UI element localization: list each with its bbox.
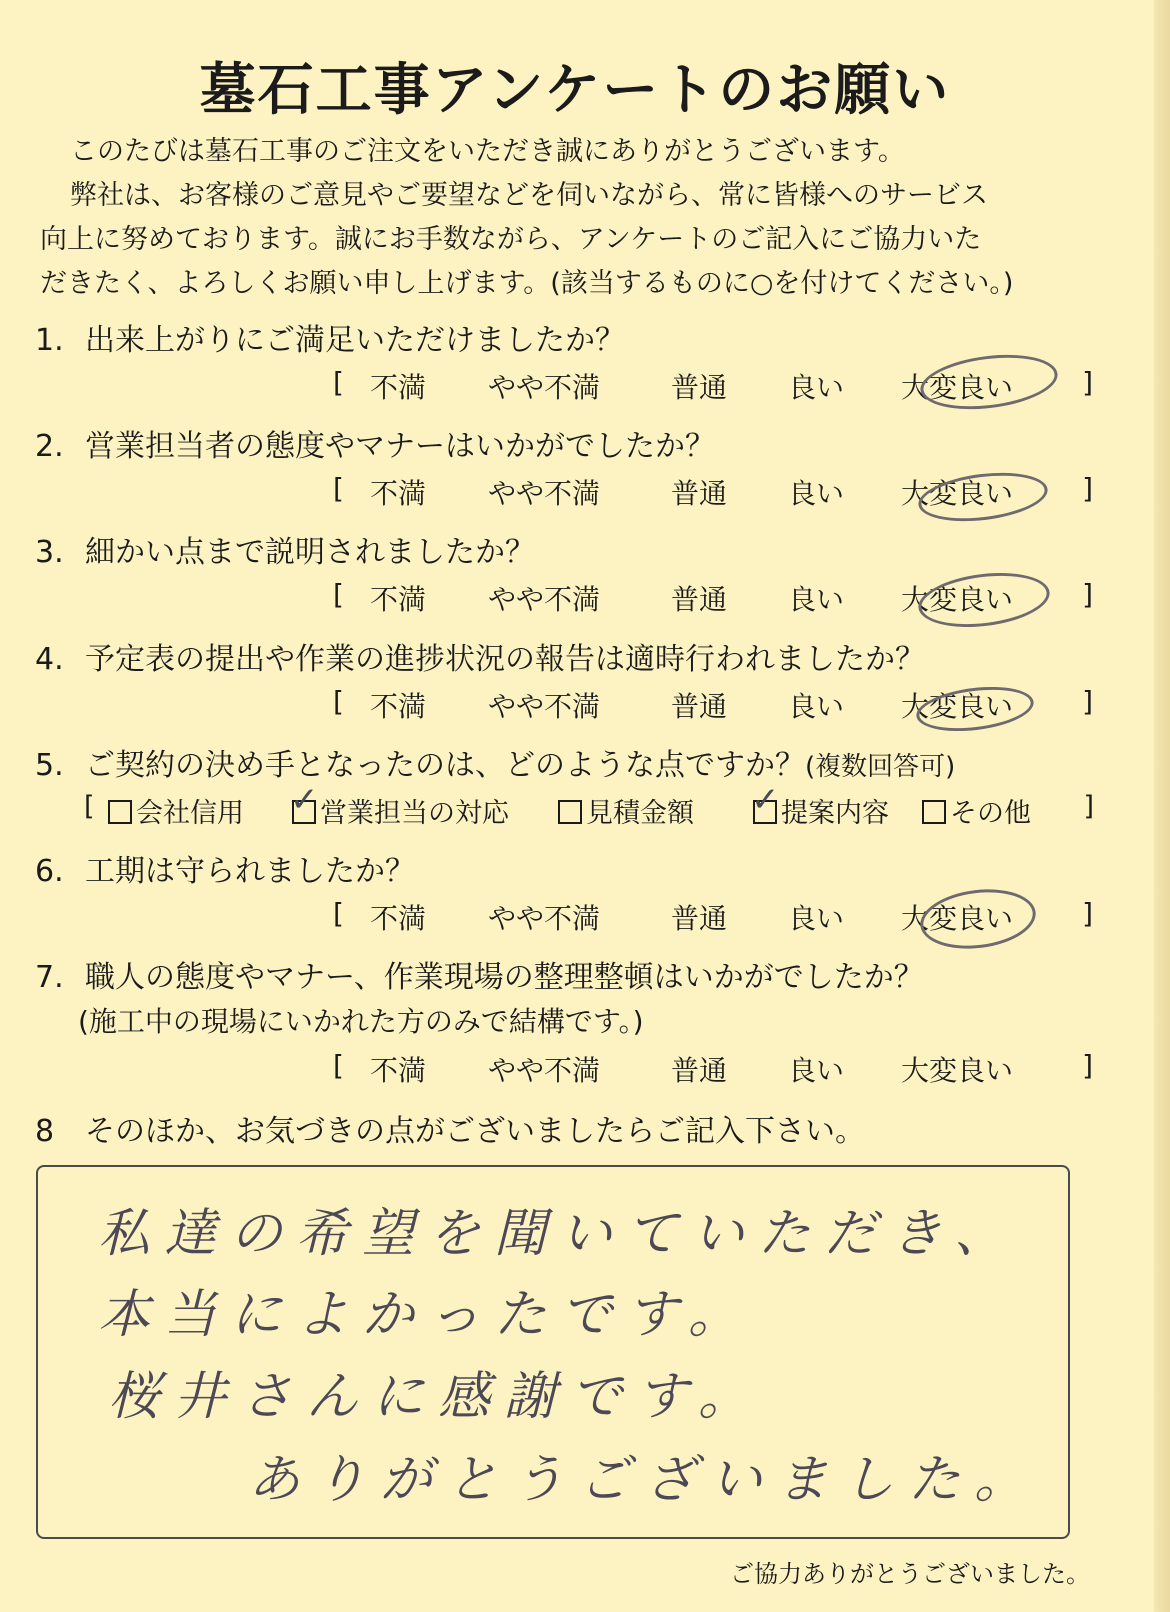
bracket-close: ] (1082, 366, 1093, 399)
rating-option[interactable]: 良い (788, 583, 845, 616)
rating-option[interactable]: 不満 (370, 583, 427, 616)
rating-option[interactable]: 普通 (671, 1054, 728, 1087)
bracket-close: ] (1082, 897, 1093, 930)
bracket-close: ] (1083, 791, 1094, 822)
question-1 (35, 315, 625, 359)
rating-option[interactable]: やや不満 (488, 371, 601, 404)
handwritten-comment-line: 私達の希望を聞いていただき、 (98, 1204, 1020, 1264)
checkbox-sales-response[interactable] (290, 780, 509, 830)
bracket-open: [ (84, 791, 95, 822)
bracket-close: ] (1082, 685, 1093, 718)
rating-scale-q7 (333, 1049, 1093, 1089)
rating-option[interactable]: やや不満 (488, 477, 601, 510)
bracket-close: ] (1082, 1049, 1093, 1082)
question-number: 3. (35, 535, 64, 570)
rating-option[interactable]: 不満 (370, 1054, 427, 1087)
rating-option[interactable]: 良い (788, 690, 845, 723)
question-text: 細かい点まで説明されましたか？ (85, 535, 535, 570)
question-7-subtext: (施工中の現場にいかれた方のみで結構です。) (78, 1005, 644, 1038)
question-number: 8 (35, 1114, 55, 1149)
bracket-open: [ (333, 685, 344, 718)
rating-option[interactable]: 普通 (671, 583, 728, 616)
question-number: 1. (35, 323, 64, 358)
rating-option-selected[interactable]: 大変良い (901, 371, 1014, 404)
bracket-open: [ (333, 1049, 344, 1082)
rating-option[interactable]: やや不満 (488, 902, 601, 935)
checkbox-square[interactable] (108, 800, 132, 824)
intro-line: だきたく、よろしくお願い申し上げます。(該当するものに○を付けてください。) (40, 268, 1014, 299)
rating-option[interactable]: やや不満 (488, 1054, 601, 1087)
question-number: 6. (35, 854, 64, 889)
question-2 (35, 421, 715, 465)
rating-option[interactable]: 不満 (370, 477, 427, 510)
checkbox-square[interactable] (922, 800, 946, 824)
checkbox-estimate[interactable] (558, 791, 694, 830)
check-mark-icon: ✓ (751, 780, 780, 820)
question-note: (複数回答可) (805, 752, 956, 782)
checkbox-square[interactable] (751, 780, 780, 824)
checkbox-label: 見積金額 (586, 798, 694, 829)
survey-title: 墓石工事アンケートのお願い (199, 58, 951, 123)
rating-option[interactable]: 普通 (671, 477, 728, 510)
question-text: そのほか、お気づきの点がございましたらご記入下さい。 (85, 1114, 865, 1149)
question-3 (35, 527, 535, 571)
comment-box[interactable] (36, 1165, 1070, 1539)
intro-line: このたびは墓石工事のご注文をいただき誠にありがとうございます。 (70, 136, 905, 167)
checkbox-label: 会社信用 (136, 798, 244, 829)
question-text: 予定表の提出や作業の進捗状況の報告は適時行われましたか？ (85, 642, 925, 677)
rating-scale-q1 (333, 366, 1093, 406)
rating-option[interactable]: 普通 (671, 371, 728, 404)
checkbox-other[interactable] (922, 791, 1031, 830)
question-number: 7. (35, 960, 64, 995)
rating-option[interactable]: 良い (788, 902, 845, 935)
rating-scale-q3 (333, 578, 1093, 618)
question-number: 5. (35, 748, 64, 783)
handwritten-comment-line: 本当によかったです。 (98, 1285, 754, 1345)
rating-option-selected[interactable]: 大変良い (901, 477, 1014, 510)
rating-option[interactable]: 大変良い (901, 1054, 1014, 1087)
handwritten-comment-line: 桜井さんに感謝です。 (108, 1367, 764, 1427)
question-text: 営業担当者の態度やマナーはいかがでしたか？ (85, 429, 715, 464)
checkbox-label: 営業担当の対応 (320, 798, 509, 829)
bracket-open: [ (333, 472, 344, 505)
rating-option[interactable]: 良い (788, 477, 845, 510)
question-text: 工期は守られましたか？ (85, 854, 415, 889)
closing-thanks: ご協力ありがとうございました。 (730, 1560, 1090, 1588)
rating-option[interactable]: 不満 (370, 690, 427, 723)
bracket-open: [ (333, 897, 344, 930)
bracket-close: ] (1082, 578, 1093, 611)
question-7 (35, 952, 924, 996)
rating-scale-q2 (333, 472, 1093, 512)
intro-line: 向上に努めております。誠にお手数ながら、アンケートのご記入にご協力いた (40, 224, 982, 255)
checkbox-company-trust[interactable] (108, 791, 244, 830)
rating-option[interactable]: 良い (788, 371, 845, 404)
checkbox-proposal[interactable] (751, 780, 889, 830)
question-5 (35, 740, 955, 784)
rating-option-selected[interactable]: 大変良い (901, 690, 1014, 723)
rating-option[interactable]: 良い (788, 1054, 845, 1087)
q5-checkbox-group (84, 780, 1094, 831)
rating-option-selected[interactable]: 大変良い (901, 902, 1014, 935)
question-number: 4. (35, 642, 64, 677)
rating-scale-q6 (333, 897, 1093, 937)
rating-option-selected[interactable]: 大変良い (901, 583, 1014, 616)
rating-option[interactable]: 不満 (370, 902, 427, 935)
rating-option[interactable]: 普通 (671, 690, 728, 723)
question-number: 2. (35, 429, 64, 464)
handwritten-comment-line: ありがとうございました。 (248, 1450, 1041, 1510)
question-text: 出来上がりにご満足いただけましたか？ (85, 323, 625, 358)
checkbox-square[interactable] (558, 800, 582, 824)
question-text: ご契約の決め手となったのは、どのような点ですか？ (85, 748, 805, 783)
rating-option[interactable]: 不満 (370, 371, 427, 404)
page-edge (1154, 0, 1170, 1612)
checkbox-square[interactable] (290, 780, 319, 824)
bracket-open: [ (333, 366, 344, 399)
rating-option[interactable]: やや不満 (488, 690, 601, 723)
checkbox-label: 提案内容 (781, 798, 889, 829)
bracket-close: ] (1082, 472, 1093, 505)
checkbox-label: その他 (950, 798, 1031, 829)
bracket-open: [ (333, 578, 344, 611)
rating-option[interactable]: 普通 (671, 902, 728, 935)
question-4 (35, 634, 925, 678)
question-6 (35, 846, 415, 890)
check-mark-icon: ✓ (290, 780, 319, 820)
intro-line: 弊社は、お客様のご意見やご要望などを伺いながら、常に皆様へのサービス (70, 180, 988, 211)
question-text: 職人の態度やマナー、作業現場の整理整頓はいかがでしたか？ (85, 960, 924, 995)
rating-option[interactable]: やや不満 (488, 583, 601, 616)
rating-scale-q4 (333, 685, 1093, 725)
question-8 (35, 1106, 865, 1150)
